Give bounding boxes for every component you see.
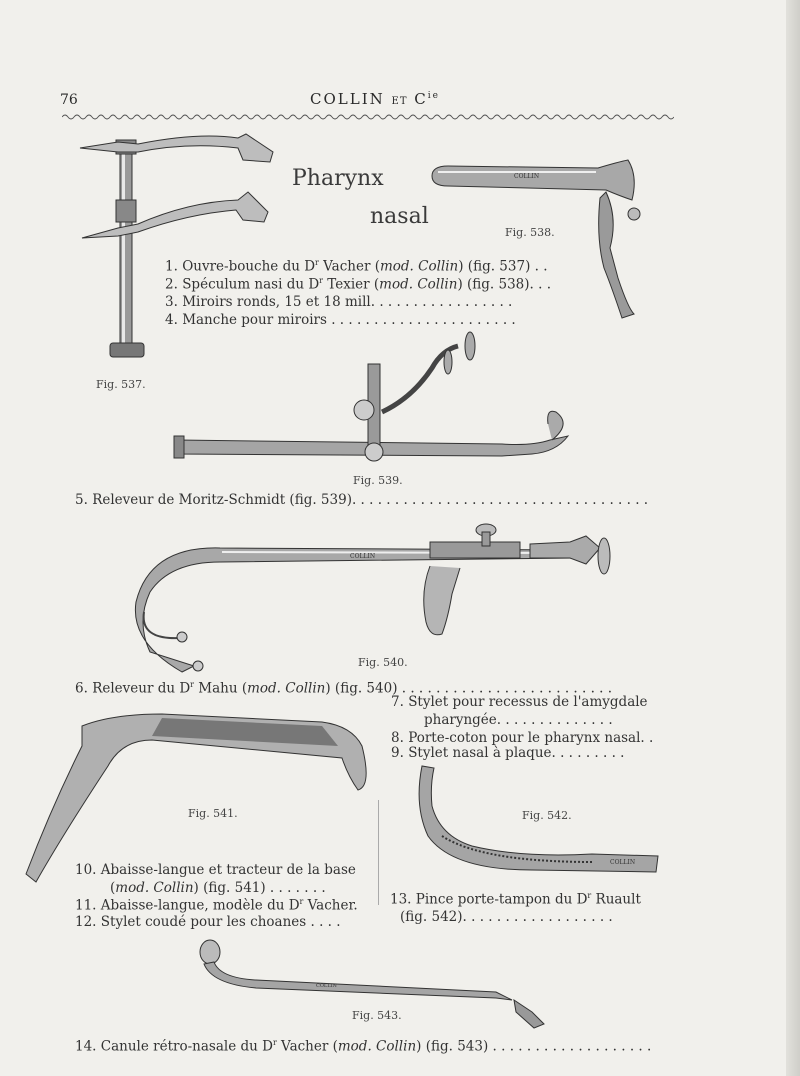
caption-fig543: Fig. 543. [352,1009,402,1022]
caption-fig541: Fig. 541. [188,807,238,820]
item-7-continued: pharyngée. . . . . . . . . . . . . . [424,712,613,728]
item-13-continued: (fig. 542). . . . . . . . . . . . . . . . . . [400,909,613,925]
caption-fig540: Fig. 540. [358,656,408,669]
section-title-pharynx: Pharynx [292,166,384,191]
item-6: 6. Releveur du $D^r$ Mahu (mod. Collin) (fig. 540) . . . . . . . . . . . . . . . . . . . . . . . . . [75,680,613,697]
fig540-stamp: COLLIN [350,553,376,560]
header-wavy-rule [62,112,674,122]
fig542-stamp: COLLIN [610,859,636,866]
page-edge [786,0,800,1076]
header-collin: COLLIN [310,90,385,108]
fig541-abaisse-langue-illustration [22,706,382,886]
header-company-sup: ie [427,91,440,101]
item-9: 9. Stylet nasal à plaque. . . . . . . . . [391,745,625,761]
header-title [310,90,440,108]
caption-fig539: Fig. 539. [353,474,403,487]
item-10-continued: (mod. Collin) (fig. 541) . . . . . . . [110,880,326,896]
caption-fig542: Fig. 542. [522,809,572,822]
item-1: 1. Ouvre-bouche du $D^r$ Vacher (mod. Collin) (fig. 537) . . [165,258,548,275]
page-number: 76 [60,92,78,108]
caption-fig538: Fig. 538. [505,226,555,239]
item-5: 5. Releveur de Moritz-Schmidt (fig. 539). . . . . . . . . . . . . . . . . . . . . . . . . . . . . . . . . . . [75,492,649,508]
caption-fig537: Fig. 537. [96,378,146,391]
item-2: 2. Spéculum nasi du $D^r$ Texier (mod. Collin) (fig. 538). . . [165,276,551,293]
fig543-stamp: COLLIN [316,983,337,989]
item-13: 13. Pince porte-tampon du $D^r$ Ruault [390,891,641,908]
item-7: 7. Stylet pour recessus de l'amygdale [391,694,648,710]
item-8: 8. Porte-coton pour le pharynx nasal. . [391,730,654,746]
header-company: C [414,90,428,108]
fig538-stamp: COLLIN [514,173,540,180]
item-11: 11. Abaisse-langue, modèle du $D^r$ Vacher. [75,897,358,914]
item-10: 10. Abaisse-langue et tracteur de la base [75,862,356,878]
item-3: 3. Miroirs ronds, 15 et 18 mill. . . . . . . . . . . . . . . . . [165,294,513,310]
fig539-releveur-illustration [172,328,582,463]
column-divider [378,800,379,905]
item-12: 12. Stylet coudé pour les choanes . . . . [75,914,341,930]
item-4: 4. Manche pour miroirs . . . . . . . . . . . . . . . . . . . . . . [165,312,516,328]
fig540-releveur-mahu-illustration [130,522,620,672]
header-et: ET [391,96,408,107]
section-title-nasal: nasal [370,204,429,229]
item-14: 14. Canule rétro-nasale du $D^r$ Vacher (mod. Collin) (fig. 543) . . . . . . . . . . . . . . . . . . . [75,1038,652,1055]
